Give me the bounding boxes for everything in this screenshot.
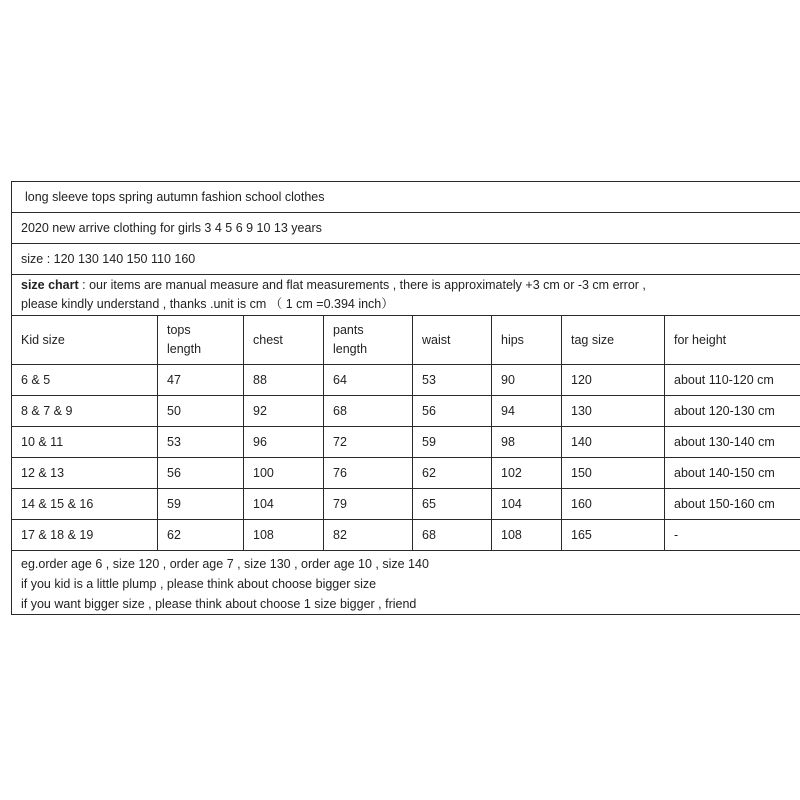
footer-line-1: eg.order age 6 , size 120 , order age 7 , size 130 , order age 10 , size 140 (21, 557, 429, 571)
available-sizes: size : 120 130 140 150 110 160 (12, 244, 800, 275)
table-cell: 96 (244, 427, 324, 458)
product-subtitle: 2020 new arrive clothing for girls 3 4 5 6 9 10 13 years (12, 213, 800, 244)
table-cell: 104 (492, 489, 562, 520)
table-cell: 56 (158, 458, 244, 489)
table-cell: 94 (492, 396, 562, 427)
table-cell: 62 (158, 520, 244, 551)
product-title: long sleeve tops spring autumn fashion school clothes (12, 182, 800, 213)
table-cell: 68 (413, 520, 492, 551)
table-header-row (12, 316, 800, 365)
table-cell: 56 (413, 396, 492, 427)
table-cell: 82 (324, 520, 413, 551)
table-row (12, 427, 800, 458)
table-cell: about 150-160 cm (665, 489, 800, 520)
table-row (12, 520, 800, 551)
table-cell: 130 (562, 396, 665, 427)
table-cell: 140 (562, 427, 665, 458)
column-header: for height (665, 316, 800, 365)
table-cell: 50 (158, 396, 244, 427)
table-cell: 160 (562, 489, 665, 520)
table-row (12, 458, 800, 489)
table-row (12, 365, 800, 396)
table-cell: 8 & 7 & 9 (12, 396, 158, 427)
table-cell: 104 (244, 489, 324, 520)
table-cell: 88 (244, 365, 324, 396)
table-cell: 64 (324, 365, 413, 396)
table-cell: 120 (562, 365, 665, 396)
table-cell: 108 (492, 520, 562, 551)
table-cell: 76 (324, 458, 413, 489)
table-cell: 92 (244, 396, 324, 427)
table-cell: 98 (492, 427, 562, 458)
table-cell: 62 (413, 458, 492, 489)
table-cell: about 120-130 cm (665, 396, 800, 427)
table-cell: 79 (324, 489, 413, 520)
table-cell: 68 (324, 396, 413, 427)
table-cell: 47 (158, 365, 244, 396)
table-cell: 100 (244, 458, 324, 489)
size-chart-table (11, 181, 800, 615)
column-header: Kid size (12, 316, 158, 365)
footer-line-3: if you want bigger size , please think about choose 1 size bigger , friend (21, 597, 417, 611)
table-cell: 102 (492, 458, 562, 489)
table-cell: 65 (413, 489, 492, 520)
table-cell: 6 & 5 (12, 365, 158, 396)
table-cell: 14 & 15 & 16 (12, 489, 158, 520)
column-header: waist (413, 316, 492, 365)
column-header: tops length (158, 316, 244, 365)
table-cell: 59 (413, 427, 492, 458)
table-cell: 150 (562, 458, 665, 489)
table-cell: 72 (324, 427, 413, 458)
table-cell: 12 & 13 (12, 458, 158, 489)
table-cell: about 130-140 cm (665, 427, 800, 458)
table-row (12, 396, 800, 427)
column-header: tag size (562, 316, 665, 365)
column-header: chest (244, 316, 324, 365)
table-cell: about 140-150 cm (665, 458, 800, 489)
table-cell: 10 & 11 (12, 427, 158, 458)
table-cell: about 110-120 cm (665, 365, 800, 396)
table-cell: 53 (413, 365, 492, 396)
column-header: hips (492, 316, 562, 365)
bottom-cutoff (0, 622, 800, 800)
table-cell: 53 (158, 427, 244, 458)
table-cell: 90 (492, 365, 562, 396)
table-cell: 59 (158, 489, 244, 520)
footer-line-2: if you kid is a little plump , please think about choose bigger size (21, 577, 377, 591)
table-cell: 165 (562, 520, 665, 551)
table-cell: - (665, 520, 800, 551)
table-cell: 108 (244, 520, 324, 551)
table-row (12, 489, 800, 520)
column-header: pants length (324, 316, 413, 365)
size-chart-label: size chart (21, 278, 79, 292)
note-line-2: please kindly understand , thanks .unit is cm （ 1 cm =0.394 inch） (21, 297, 394, 311)
size-chart-note (12, 275, 800, 316)
order-example-notes (12, 551, 800, 615)
note-line-1: : our items are manual measure and flat measurements , there is approximately +3 cm or -3 cm error , (78, 278, 646, 292)
table-cell: 17 & 18 & 19 (12, 520, 158, 551)
